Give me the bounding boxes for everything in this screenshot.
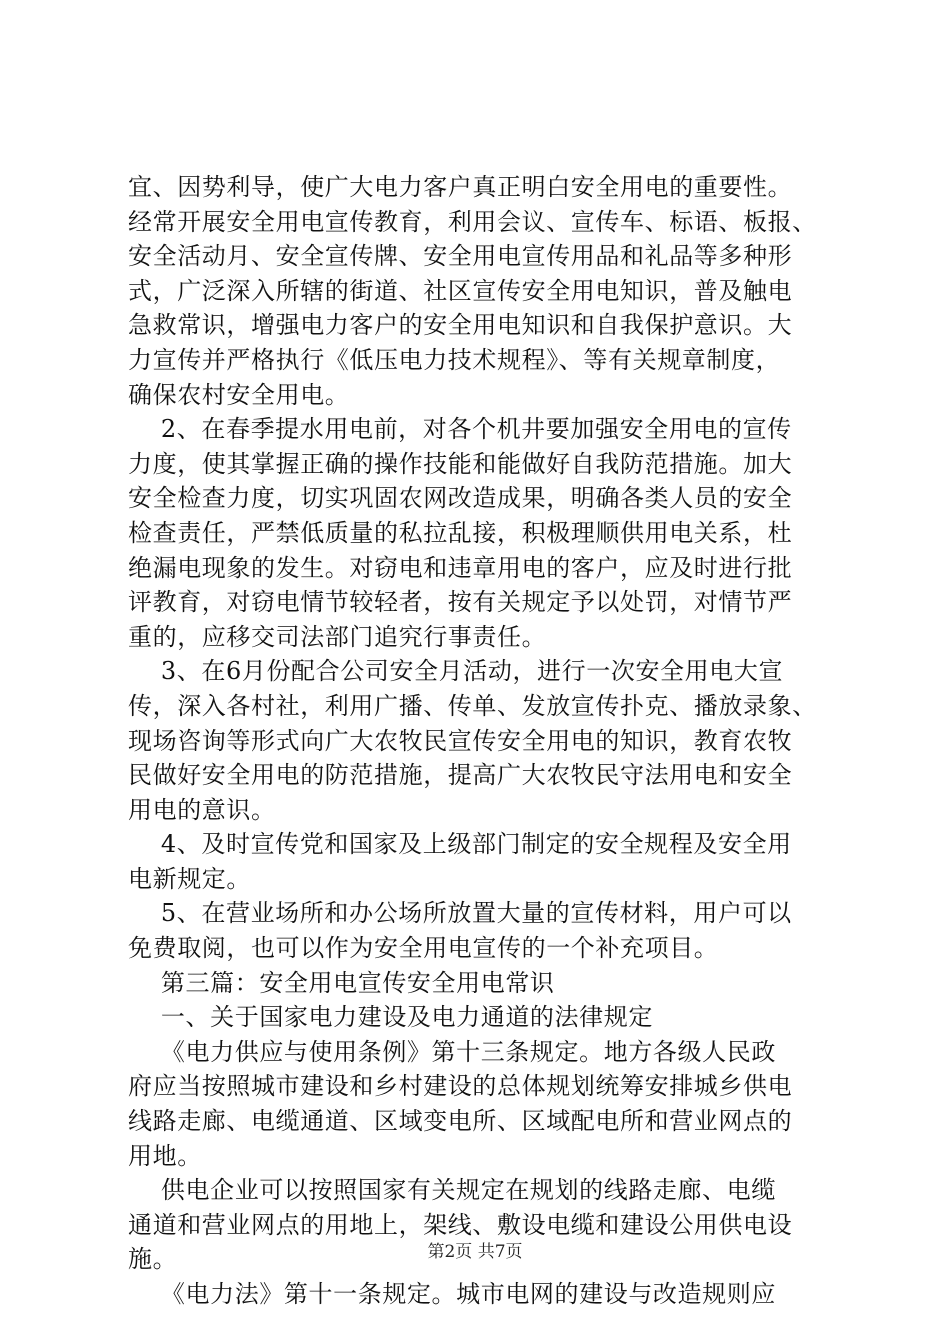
text-line: 现场咨询等形式向广大农牧民宣传安全用电的知识，教育农牧 [128,726,793,755]
text-line: 施。 [128,1245,178,1274]
text-line: 安全活动月、安全宣传牌、安全用电宣传用品和礼品等多种形 [128,242,793,271]
text-line: 力度，使其掌握正确的操作技能和能做好自我防范措施。加大 [128,449,793,478]
text-line: 重的，应移交司法部门追究行事责任。 [128,622,547,651]
text-line: 免费取阅，也可以作为安全用电宣传的一个补充项目。 [128,934,719,963]
text-line: 绝漏电现象的发生。对窃电和违章用电的客户，应及时进行批 [128,553,793,582]
text-line: 传，深入各村社，利用广播、传单、发放宣传扑克、播放录象、 [128,691,817,720]
text-line: 式，广泛深入所辖的街道、社区宣传安全用电知识，普及触电 [128,276,793,305]
text-line: 5、在营业场所和办公场所放置大量的宣传材料，用户可以 [128,899,792,928]
text-line: 检查责任，严禁低质量的私拉乱接，积极理顺供用电关系，杜 [128,518,793,547]
text-line: 宜、因势利导，使广大电力客户真正明白安全用电的重要性。 [128,173,793,201]
text-line: 力宣传并严格执行《低压电力技术规程》、等有关规章制度， [128,345,781,374]
text-line: 经常开展安全用电宣传教育，利用会议、宣传车、标语、板报、 [128,207,817,236]
text-line: 用电的意识。 [128,795,276,824]
text-line: 急救常识，增强电力客户的安全用电知识和自我保护意识。大 [128,311,793,340]
text-line: 用地。 [128,1141,202,1170]
text-line: 供电企业可以按照国家有关规定在规划的线路走廊、电缆 [128,1176,776,1205]
text-line: 民做好安全用电的防范措施，提高广大农牧民守法用电和安全 [128,761,793,790]
text-line: 电新规定。 [128,864,251,893]
text-line: 府应当按照城市建设和乡村建设的总体规划统筹安排城乡供电 [128,1072,793,1101]
text-line: 《电力供应与使用条例》第十三条规定。地方各级人民政 [128,1037,776,1066]
text-line: 线路走廊、电缆通道、区域变电所、区域配电所和营业网点的 [128,1107,793,1136]
document-body [128,170,833,1312]
subsection-heading: 一、关于国家电力建设及电力通道的法律规定 [128,1003,653,1032]
text-line: 安全检查力度，切实巩固农网改造成果，明确各类人员的安全 [128,484,793,513]
text-line: 《电力法》第十一条规定。城市电网的建设与改造规则应 [128,1280,776,1308]
text-line: 通道和营业网点的用地上，架线、敷设电缆和建设公用供电设 [128,1210,793,1239]
page-number-footer: 第2页 共7页 [427,1242,523,1262]
text-line: 3、在6月份配合公司安全月活动，进行一次安全用电大宣 [128,657,784,686]
text-line: 评教育，对窃电情节较轻者，按有关规定予以处罚，对情节严 [128,588,793,617]
section-heading: 第三篇：安全用电宣传安全用电常识 [128,968,555,997]
text-line: 2、在春季提水用电前，对各个机井要加强安全用电的宣传 [128,415,792,444]
text-line: 4、及时宣传党和国家及上级部门制定的安全规程及安全用 [128,830,792,859]
text-line: 确保农村安全用电。 [128,380,350,409]
